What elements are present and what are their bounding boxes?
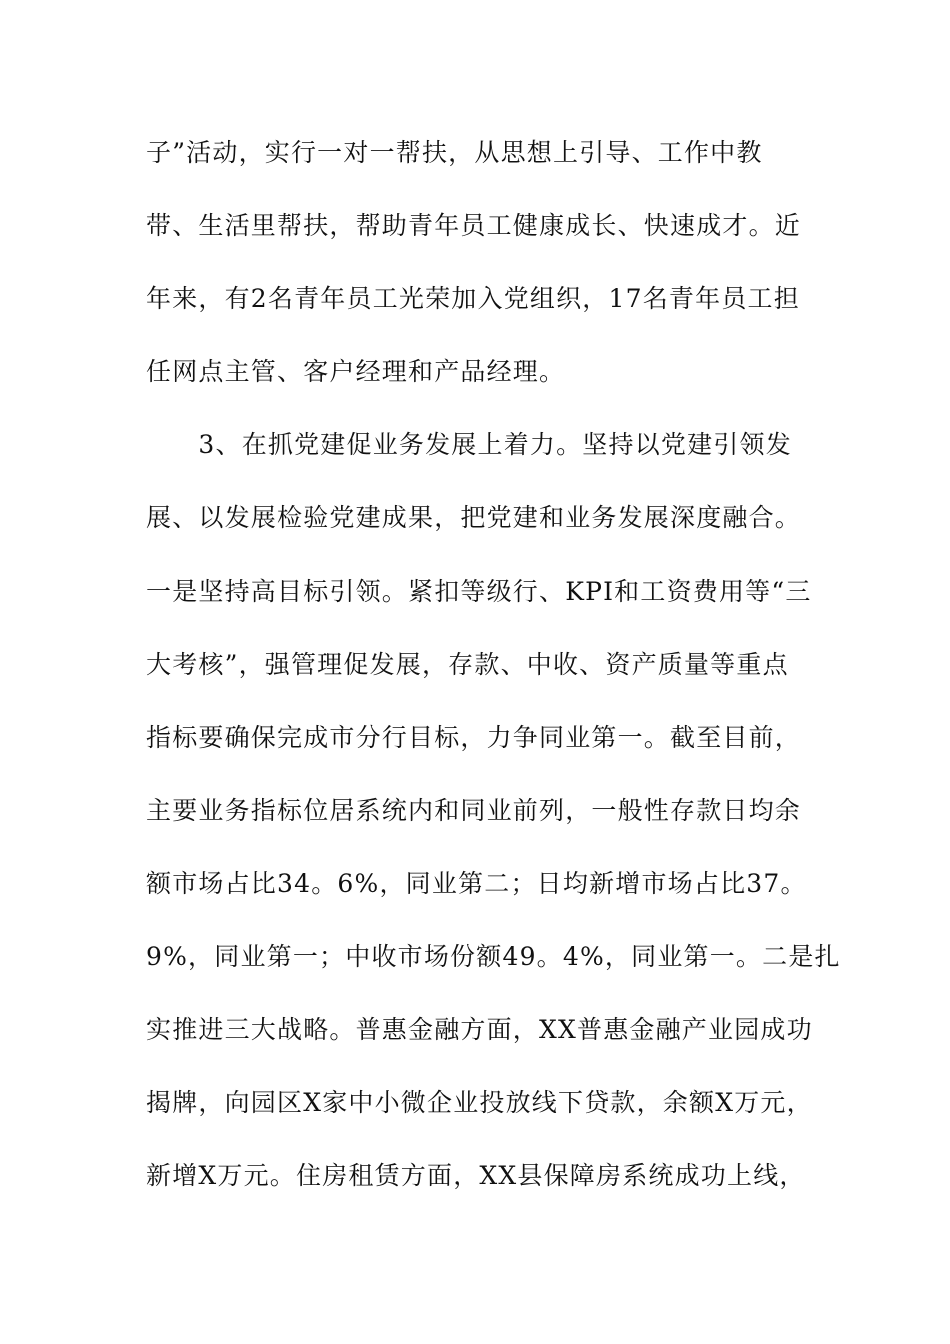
text-line: 实推进三大战略。普惠金融方面，XX普惠金融产业园成功 (146, 1015, 813, 1045)
text-line: 任网点主管、客户经理和产品经理。 (146, 357, 566, 387)
text-line: 揭牌，向园区X家中小微企业投放线下贷款，余额X万元， (146, 1088, 813, 1118)
body-text (146, 130, 841, 1226)
text-line: 额市场占比34。6%，同业第二；日均新增市场占比37。 (146, 868, 807, 898)
text-line: 大考核”，强管理促发展，存款、中收、资产质量等重点 (146, 649, 789, 679)
text-line: 带、生活里帮扶，帮助青年员工健康成长、快速成才。近 (146, 211, 802, 241)
text-line: 新增X万元。住房租赁方面，XX县保障房系统成功上线， (146, 1161, 806, 1191)
text-line: 指标要确保完成市分行目标，力争同业第一。截至目前， (146, 722, 802, 752)
text-line: 展、以发展检验党建成果，把党建和业务发展深度融合。 (146, 503, 802, 533)
text-line: 子”活动，实行一对一帮扶，从思想上引导、工作中教 (146, 138, 763, 167)
text-line: 主要业务指标位居系统内和同业前列，一般性存款日均余 (146, 795, 802, 825)
text-line: 3、在抓党建促业务发展上着力。坚持以党建引领发 (146, 430, 792, 460)
text-line: 年来，有2名青年员工光荣加入党组织，17名青年员工担 (146, 284, 800, 314)
text-line: 9%，同业第一；中收市场份额49。4%，同业第一。二是扎 (146, 942, 841, 972)
text-line: 一是坚持高目标引领。紧扣等级行、KPI和工资费用等“三 (146, 576, 812, 606)
